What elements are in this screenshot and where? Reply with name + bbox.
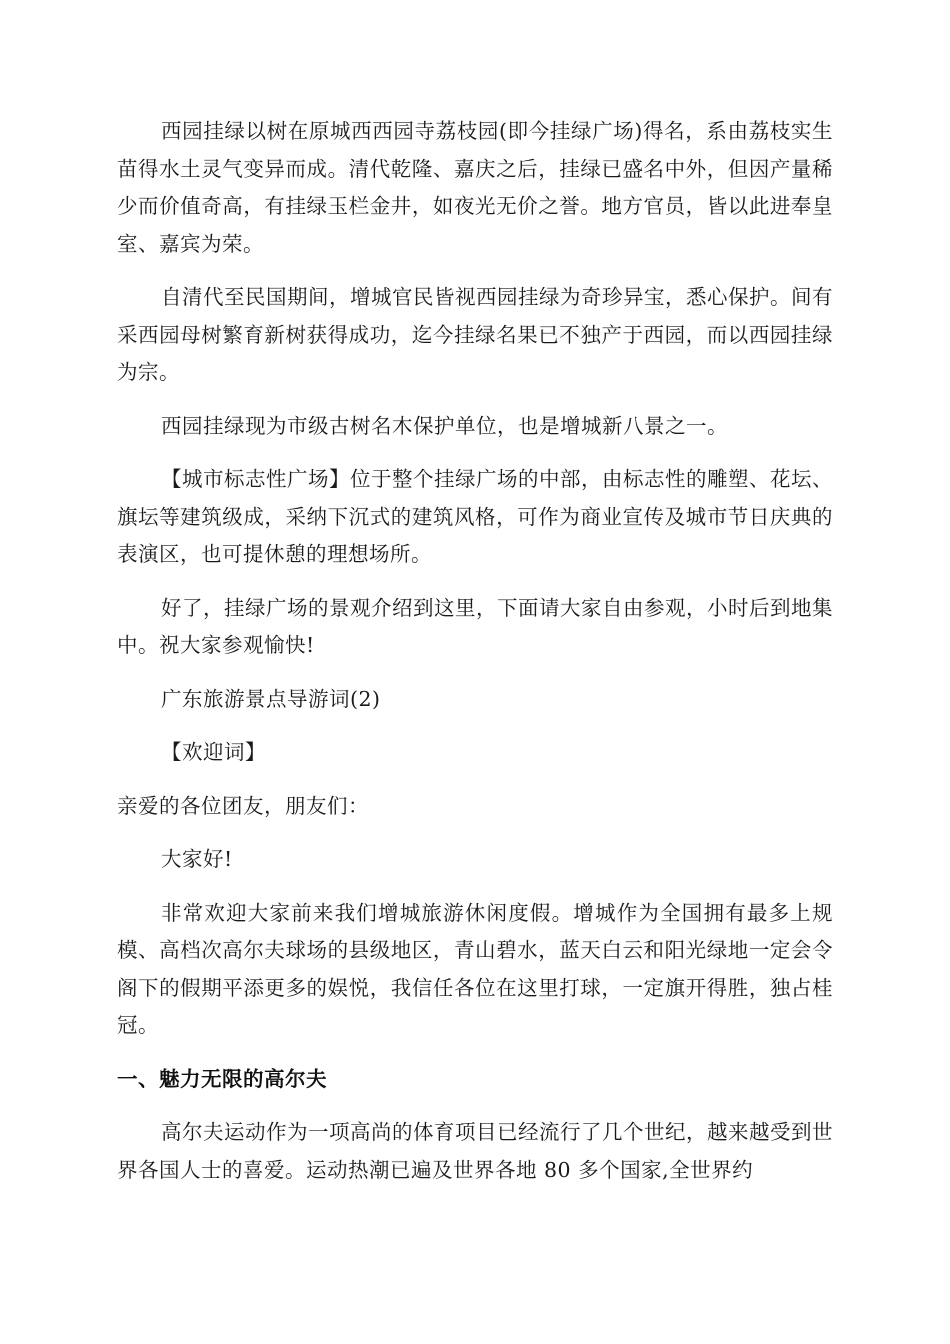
paragraph-golf-intro: 高尔夫运动作为一项高尚的体育项目已经流行了几个世纪，越来越受到世界各国人士的喜爱。运动热潮已遍及世界各地 80 多个国家,全世界约: [117, 1120, 833, 1182]
paragraph-xiyuan-gualv-origin: 西园挂绿以树在原城西西园寺荔枝园(即今挂绿广场)得名，系由荔枝实生苗得水土灵气变异而成。清代乾隆、嘉庆之后，挂绿已盛名中外，但因产量稀少而价值奇高，有挂绿玉栏金井，如夜光无价之誉。地方官员，皆以此进奉皇室、嘉宾为荣。: [117, 119, 833, 256]
salutation: 亲爱的各位团友，朋友们：: [117, 793, 369, 818]
section-heading-golf: 一、魅力无限的高尔夫: [117, 1066, 327, 1091]
document-body: [117, 113, 833, 1205]
paragraph-qing-to-republic: 自清代至民国期间，增城官民皆视西园挂绿为奇珍异宝，悉心保护。间有采西园母树繁育新树获得成功，迄今挂绿名果已不独产于西园，而以西园挂绿为宗。: [117, 285, 833, 384]
greeting: 大家好!: [161, 847, 233, 871]
paragraph-welcome-zengcheng: 非常欢迎大家前来我们增城旅游休闲度假。增城作为全国拥有最多上规模、高档次高尔夫球场的县级地区，青山碧水，蓝天白云和阳光绿地一定会令阁下的假期平添更多的娱悦，我信任各位在这里打球，一定旗开得胜，独占桂冠。: [117, 900, 833, 1037]
paragraph-closing-remarks: 好了，挂绿广场的景观介绍到这里，下面请大家自由参观，小时后到地集中。祝大家参观愉快!: [117, 595, 833, 657]
welcome-subtitle: 【欢迎词】: [161, 740, 266, 764]
paragraph-landmark-square: 【城市标志性广场】位于整个挂绿广场的中部，由标志性的雕塑、花坛、旗坛等建筑级成，采纳下沉式的建筑风格，可作为商业宣传及城市节日庆典的表演区，也可提休憩的理想场所。: [117, 467, 833, 566]
section-title-guide-speech-2: 广东旅游景点导游词(2): [161, 686, 381, 711]
paragraph-protected-tree: 西园挂绿现为市级古树名木保护单位，也是增城新八景之一。: [161, 413, 728, 438]
